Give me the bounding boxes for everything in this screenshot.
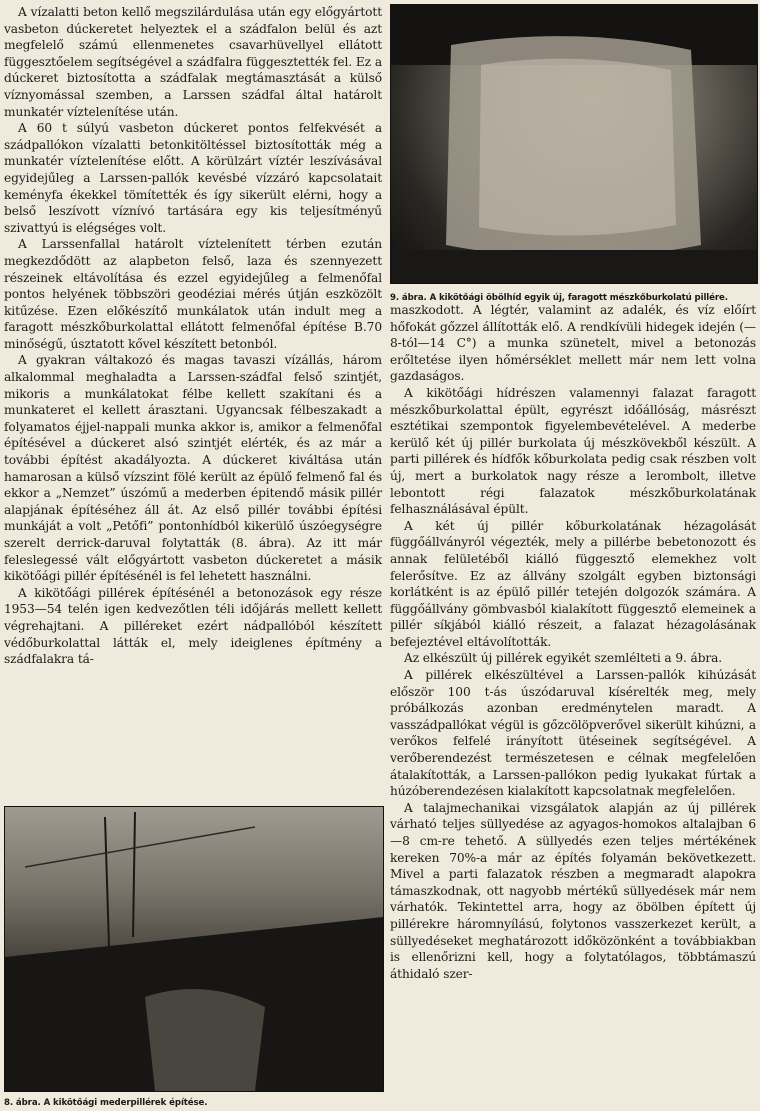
figure-8-caption: 8. ábra. A kikötőági mederpillérek építése. bbox=[4, 1098, 208, 1108]
paragraph: A vízalatti beton kellő megszilárdulása után egy előgyártott vasbeton dúckeretet helyeztek el a szádfalon belül és azt megfelelő számú ellenmenetes csavarhüvellyel ellátott függesztőelem segítségével a szádfalra függesztették fel. Ez a dúckeret biztosította a szádfalak megtámasztását a külső víznyomással szemben, a Larssen szádfal által határolt munkatér víztelenítése után. bbox=[4, 5, 382, 119]
paragraph: A 60 t súlyú vasbeton dúckeret pontos felfekvését a szádpallókon vízalatti betonkitöltéssel biztosították még a munkatér víztelenítése előtt. A körülzárt víztér leszívásával egyidejűleg a Larssen-pallók kevésbé vízzáró kapcsolatait keményfa ékekkel tömítették és így sikerült elérni, hogy a belső leszívott víznívó tartására egy kis teljesítményű szivattyú is elégséges volt. bbox=[4, 121, 382, 235]
paragraph: A pillérek elkészültével a Larssen-pallók kihúzását először 100 t-ás úszódaruval kísérelték meg, mely próbálkozás azonban eredménytelen maradt. A vasszádpallókat végül is gőzcölöpverővel sikerült kihúzni, a verőkos felfelé irányított ütéseinek segítségével. A verőberendezést természetesen e célnak megfelelően átalakították, a Larssen-pallókon pedig lyukakat fúrtak a húzóberendezésen kialakított kapcsolatnak megfelelően. bbox=[390, 668, 756, 799]
paragraph: A kikötőági hídrészen valamennyi falazat faragott mészkőburkolattal épült, egyrészt időállóság, másrészt esztétikai szempontok figyelembevételével. A mederbe kerülő két új pillér burkolata új mészkövekből készült. A parti pillérek és hídfők kőburkolata pedig csak részben volt új, mert a burkolatok nagy része a lerombolt, illetve lebontott régi falazatok mészkőburkolatának felhasználásával épült. bbox=[390, 385, 756, 517]
paragraph: A kikötőági pillérek építésénél a betonozások egy része 1953—54 telén igen kedvezőtlen téli időjárás mellett kellett végrehajtani. A pilléreket ezért nádpallóból készített védőburkolattal látták el, mely ideiglenes építmény a szádfalakra tá- bbox=[4, 585, 382, 667]
paragraph: A talajmechanikai vizsgálatok alapján az új pillérek várható teljes süllyedése az agyagos-homokos altalajban 6—8 cm-re tehető. A süllyedés ezen teljes mértékének kereken 70%-a már az építés folyamán bekövetkezett. Mivel a parti falazatok részben a megmaradt alapokra támaszkodnak, ott nagyobb mértékű süllyedések már nem várhatók. Tekintettel arra, hogy az öbölben épített új pillérekre háromnyílású, folytonos vasszerkezet került, a süllyedéseket meghatározott időközönként a továbbiakban is ellenőrizni kell, hogy a folytatólagos, többtámaszú áthidaló szer- bbox=[390, 800, 756, 981]
left-text-column bbox=[4, 4, 382, 668]
paragraph: A Larssenfallal határolt víztelenített térben ezután megkezdődött az alapbeton felső, laza és szennyezett részeinek eltávolítása és ezzel egyidejűleg a felmenőfal pontos helyének többszöri geodéziai mérés útján eszközölt kitűzése. Ezen előkészítő munkálatok után indult meg a faragott mészkőburkolattal ellátott felmenőfal építése B.70 minőségű, úsztatott kővel készített betonból. bbox=[4, 237, 382, 351]
pier-photo-graphic bbox=[391, 5, 757, 283]
right-text-column bbox=[390, 302, 756, 982]
crane-photo-graphic bbox=[5, 807, 383, 1091]
figure-9-caption: 9. ábra. A kikötőági öbölhíd egyik új, faragott mészkőburkolatú pillére. bbox=[390, 293, 728, 303]
figure-8-photo bbox=[4, 806, 384, 1092]
paragraph: Az elkészült új pillérek egyikét szemlélteti a 9. ábra. bbox=[404, 651, 723, 666]
paragraph: A gyakran váltakozó és magas tavaszi vízállás, három alkalommal meghaladta a Larssen-szádfal felső szintjét, mikoris a munkálatokat félbe kellett szakítani és a munkateret el kellett árasztani. Ugyancsak félbeszakadt a folyamatos éjjel-nappali munka akkor is, amikor a felmenőfal építésével a dúckeret alsó szintjét elérték, és az már a további építést akadályozta. A dúckeret kiváltása után hamarosan a külső vízszint fölé került az épülő felmenő fal és ekkor a „Nemzet” úszómű a mederben épitendő másik pillér alapjának építéséhez áll át. Az első pillér további építési munkáját a volt „Petőfi” pontonhídból kikerülő úszóegységre szerelt derrick-daruval folytatták (8. ábra). Az itt már feleslegessé vált előgyártott vasbeton dúckeretet a másik kikötőági pillér építésénél is fel lehetett használni. bbox=[4, 353, 382, 584]
paragraph: maszkodott. A légtér, valamint az adalék, és víz előírt hőfokát gőzzel állították elő. A rendkívüli hidegek idején (—8-tól—14 C°) a munka szünetelt, mivel a betonozás erőltetése ilyen hőmérséklet mellett már nem lett volna gazdaságos. bbox=[390, 303, 756, 384]
paragraph: A két új pillér kőburkolatának hézagolását függőállványról végezték, mely a pillérbe bebetonozott és annak felületéből kiálló függesztő elemekhez volt felerősítve. Ez az állvány szolgált egyben biztonsági korlátként is az épülő pillér tetején dolgozók számára. A függőállvány gömbvasból kialakított függesztő elemeinek a pillér síkjából kiálló részeit, a falazat hézagolásának befejeztével eltávolították. bbox=[390, 518, 756, 649]
figure-9-photo bbox=[390, 4, 758, 284]
